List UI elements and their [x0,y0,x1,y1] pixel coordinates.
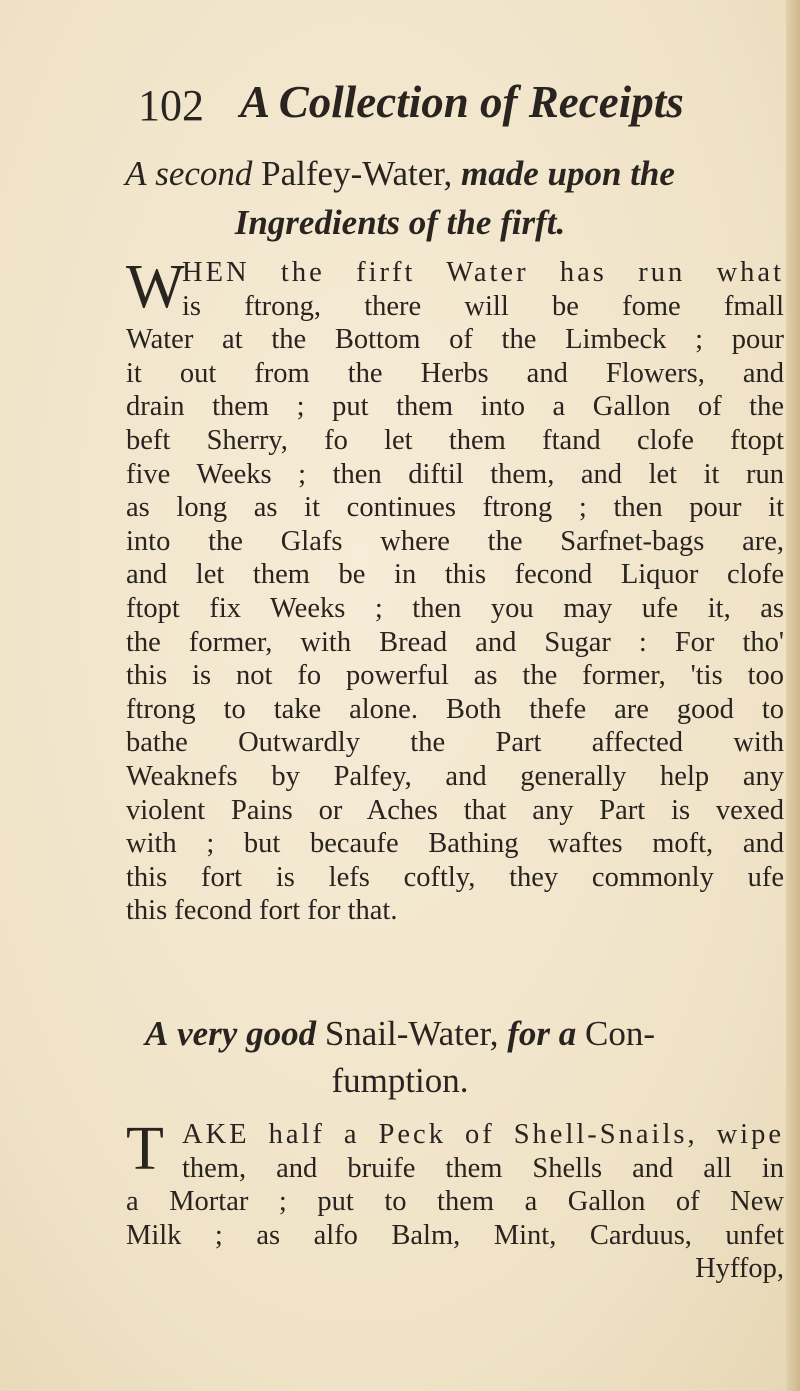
text-line: and let them be in this fecond Liquor clofe [126,559,784,591]
section-2-body [126,1115,784,1286]
text-line: it out from the Herbs and Flowers, and [126,357,784,389]
text-line: five Weeks ; then diftil them, and let it run [126,458,784,490]
text-line: drain them ; put them into a Gallon of the [126,391,784,423]
catchword: Hyffop, [695,1253,784,1285]
text-line: AKE half a Peck of Shell-Snails, wipe [182,1119,784,1150]
text-line: the former, with Bread and Sugar : For tho' [126,626,784,658]
text-line: this fecond fort for that. [126,895,398,927]
drop-cap-w: W [126,253,185,321]
text-line: with ; but becaufe Bathing waftes moft, and [126,828,784,860]
section-1-title-line-2: Ingredients of the firft. [234,203,566,242]
text-line: HEN the firft Water has run what [182,257,784,288]
text-line: Water at the Bottom of the Limbeck ; pour [126,324,784,356]
text-line: this is not fo powerful as the former, 'tis too [126,660,784,692]
drop-cap-t: T [126,1115,164,1183]
text-line: as long as it continues ftrong ; then pour it [126,492,784,524]
running-title: A Collection of Receipts [240,77,684,127]
section-1-title-line-1: A second Palfey-Water, made upon the [125,154,675,193]
page-number: 102 [138,81,204,130]
text-line: them, and bruife them Shells and all in [182,1152,784,1184]
text-line: bathe Outwardly the Part affected with [126,727,784,759]
text-line: a Mortar ; put to them a Gallon of New [126,1186,784,1218]
text-line: Weaknefs by Palfey, and generally help any [126,760,784,792]
text-line: ftrong to take alone. Both thefe are good to [126,693,784,725]
text-line: ftopt fix Weeks ; then you may ufe it, as [126,592,784,624]
text-line: Milk ; as alfo Balm, Mint, Carduus, unfet [126,1219,784,1251]
text-line: into the Glafs where the Sarfnet-bags are, [126,525,784,557]
section-2-title-line-1: A very good Snail-Water, for a Con- [144,1014,655,1053]
section-2-title-line-2: fumption. [331,1061,469,1100]
section-1-body [126,253,784,928]
page-header [128,70,688,130]
text-line: violent Pains or Aches that any Part is vexed [126,794,784,826]
text-line: this fort is lefs coftly, they commonly ufe [126,861,784,893]
text-line: is ftrong, there will be fome fmall [182,290,784,322]
text-line: beft Sherry, fo let them ftand clofe ftopt [126,424,784,456]
